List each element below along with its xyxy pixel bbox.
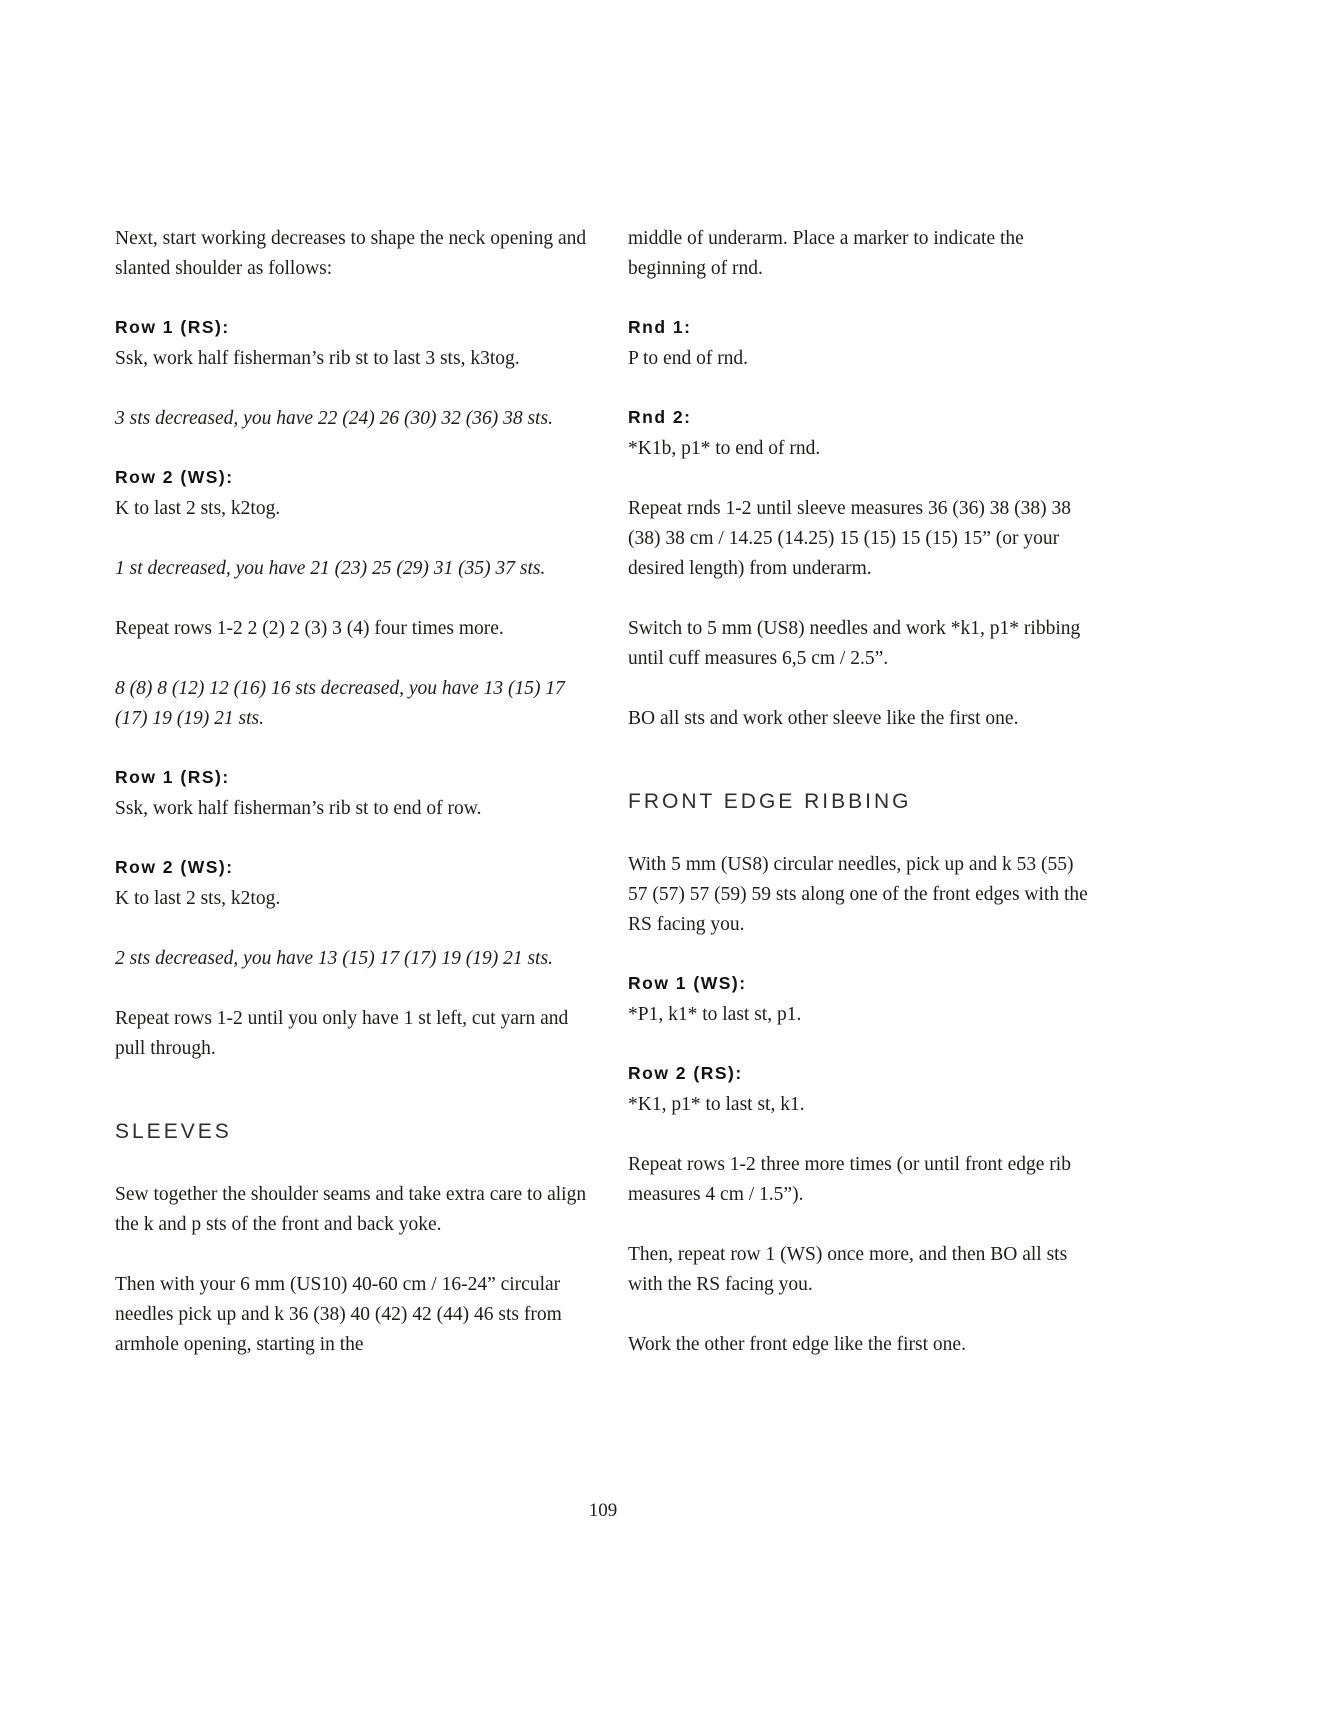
paragraph: *K1b, p1* to end of rnd. (628, 438, 821, 459)
paragraph: Then with your 6 mm (US10) 40-60 cm / 16-24” circular needles pick up and k 36 (38) 40 (42) 42 (44) 46 sts from armhole opening, starting in the (115, 1274, 562, 1355)
row-label: Row 1 (RS): (115, 317, 230, 337)
paragraph: Repeat rows 1-2 2 (2) 2 (3) 3 (4) four times more. (115, 618, 504, 639)
left-column (115, 224, 587, 1390)
note-italic: 3 sts decreased, you have 22 (24) 26 (30) 32 (36) 38 sts. (115, 408, 553, 429)
paragraph: Repeat rows 1-2 three more times (or until front edge rib measures 4 cm / 1.5”). (628, 1154, 1071, 1205)
paragraph: middle of underarm. Place a marker to indicate the beginning of rnd. (628, 228, 1024, 279)
paragraph: Ssk, work half fisherman’s rib st to end of row. (115, 798, 482, 819)
row-label: Row 2 (RS): (628, 1063, 743, 1083)
paragraph: Next, start working decreases to shape the neck opening and slanted shoulder as follows: (115, 228, 587, 279)
paragraph: Then, repeat row 1 (WS) once more, and then BO all sts with the RS facing you. (628, 1244, 1068, 1295)
paragraph: *K1, p1* to last st, k1. (628, 1094, 805, 1115)
paragraph: K to last 2 sts, k2tog. (115, 888, 281, 909)
paragraph: Repeat rows 1-2 until you only have 1 st left, cut yarn and pull through. (115, 1008, 569, 1059)
paragraph: Switch to 5 mm (US8) needles and work *k1, p1* ribbing until cuff measures 6,5 cm / 2.5”. (628, 618, 1081, 669)
paragraph: *P1, k1* to last st, p1. (628, 1004, 802, 1025)
right-column (628, 224, 1092, 1390)
paragraph: Ssk, work half fisherman’s rib st to last 3 sts, k3tog. (115, 348, 520, 369)
row-label: Row 2 (WS): (115, 857, 234, 877)
row-label: Row 1 (RS): (115, 767, 230, 787)
paragraph: Repeat rnds 1-2 until sleeve measures 36 (36) 38 (38) 38 (38) 38 cm / 14.25 (14.25) 15 (15) 15 (15) 15” (or your desired length) from underarm. (628, 498, 1071, 579)
page-number: 109 (588, 1500, 618, 1521)
row-label: Rnd 1: (628, 317, 692, 337)
row-label: Row 2 (WS): (115, 467, 234, 487)
row-label: Rnd 2: (628, 407, 692, 427)
note-italic: 2 sts decreased, you have 13 (15) 17 (17) 19 (19) 21 sts. (115, 948, 553, 969)
paragraph: With 5 mm (US8) circular needles, pick up and k 53 (55) 57 (57) 57 (59) 59 sts along one of the front edges with the RS facing you. (628, 854, 1088, 935)
note-italic: 8 (8) 8 (12) 12 (16) 16 sts decreased, you have 13 (15) 17 (17) 19 (19) 21 sts. (115, 678, 565, 729)
section-heading: SLEEVES (115, 1120, 232, 1143)
row-label: Row 1 (WS): (628, 973, 747, 993)
paragraph: Sew together the shoulder seams and take extra care to align the k and p sts of the front and back yoke. (115, 1184, 587, 1235)
paragraph: BO all sts and work other sleeve like the first one. (628, 708, 1019, 729)
paragraph: K to last 2 sts, k2tog. (115, 498, 281, 519)
paragraph: P to end of rnd. (628, 348, 749, 369)
page-content (115, 224, 1092, 1390)
section-heading: FRONT EDGE RIBBING (628, 790, 912, 813)
paragraph: Work the other front edge like the first one. (628, 1334, 966, 1355)
note-italic: 1 st decreased, you have 21 (23) 25 (29) 31 (35) 37 sts. (115, 558, 546, 579)
